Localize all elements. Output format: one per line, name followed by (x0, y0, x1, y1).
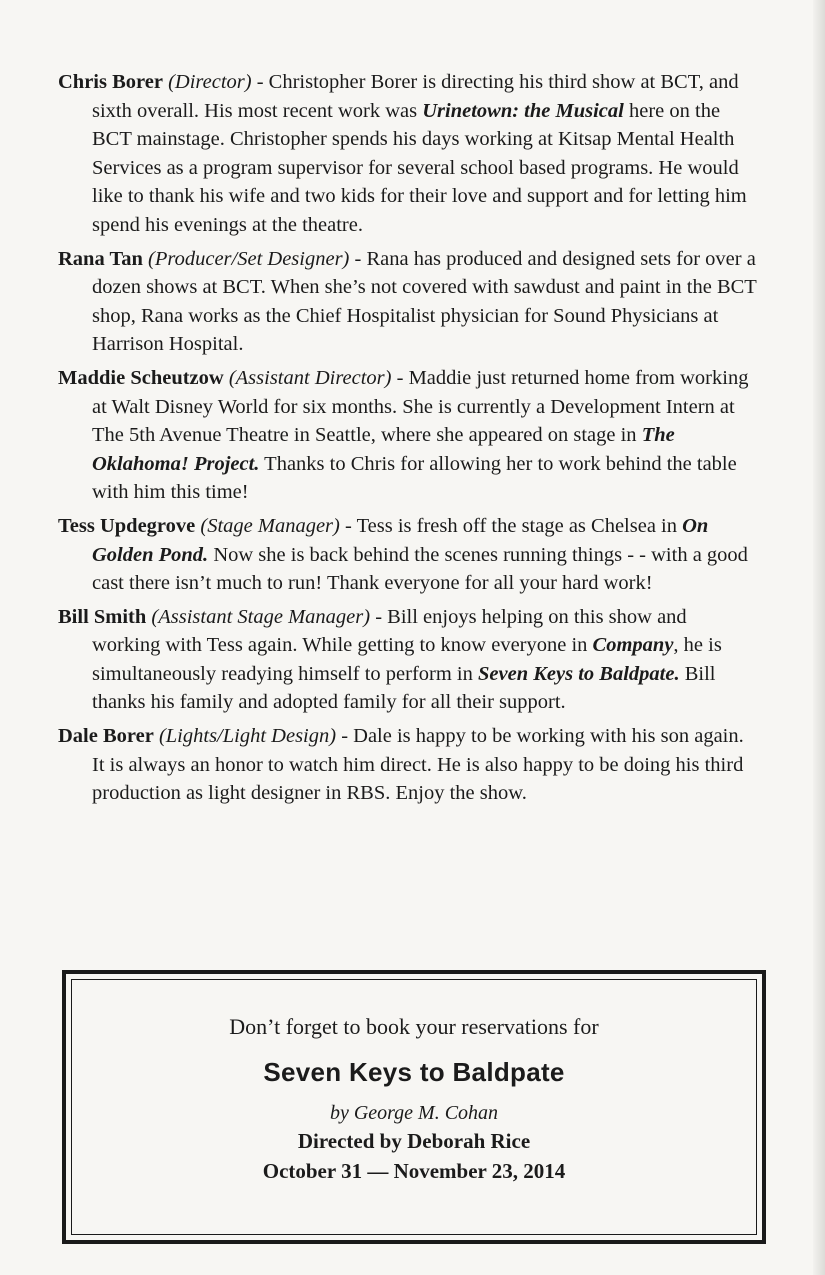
bio-role: (Assistant Stage Manager) (151, 605, 371, 628)
reservation-promo-box (62, 970, 766, 1244)
bio-name: Chris Borer (58, 71, 163, 93)
bio-text: here on the BCT mainstage. Christopher spends his days working at Kitsap Mental Health Services as a program supervisor for several school based programs. He would like to thank his wife and two kids for their love and support and for letting him spend his evenings at the theatre. (92, 99, 747, 236)
promo-intro: Don’t forget to book your reservations for (229, 1014, 599, 1039)
bio-rana-tan (58, 245, 760, 359)
bio-name: Maddie Scheutzow (58, 366, 224, 389)
bio-text: Bill thanks his family and adopted family for all their support. (92, 662, 716, 714)
bio-role: (Assistant Director) (228, 366, 392, 389)
promo-director: Directed by Deborah Rice (297, 1129, 531, 1153)
bio-role: (Producer/Set Designer) (148, 247, 350, 270)
bio-bill-smith (58, 603, 760, 717)
bio-work-title: The Oklahoma! Project. (92, 424, 675, 475)
bio-role: (Stage Manager) (200, 514, 340, 537)
bio-work-title: Seven Keys to Baldpate. (478, 662, 680, 685)
bio-text: - Tess is fresh off the stage as Chelsea in (339, 514, 683, 537)
staff-bios (58, 68, 760, 813)
bio-name: Bill Smith (58, 605, 147, 628)
bio-chris-borer (58, 68, 760, 240)
bio-maddie-scheutzow (58, 364, 760, 507)
bio-text: , he is simultaneously readying himself to perform in (92, 634, 722, 685)
bio-role: (Lights/Light Design) (158, 725, 337, 748)
bio-dale-borer (58, 722, 760, 808)
bio-text: - Dale is happy to be working with his son again. It is always an honor to watch him direct. He is also happy to be doing his third production as light designer in RBS. Enjoy the show. (92, 725, 744, 805)
bio-text: - Maddie just returned home from working at Walt Disney World for six months. She is currently a Development Intern at The 5th Avenue Theatre in Seattle, where she appeared on stage in (92, 366, 749, 447)
bio-tess-updegrove (58, 512, 760, 598)
promo-show-title: Seven Keys to Baldpate (263, 1057, 565, 1087)
bio-work-title: Urinetown: the Musical (422, 99, 624, 122)
promo-inner-frame (71, 979, 757, 1235)
bio-role: (Director) (168, 71, 252, 93)
bio-text: - Christopher Borer is directing his third show at BCT, and sixth overall. His most recent work was (92, 71, 739, 122)
bio-work-title: On Golden Pond. (92, 514, 709, 566)
bio-text: - Bill enjoys helping on this show and working with Tess again. While getting to know everyone in (92, 605, 687, 657)
bio-name: Tess Updegrove (58, 514, 196, 537)
bio-work-title: Company (592, 634, 674, 657)
page-edge-shadow (813, 0, 825, 1275)
promo-author: by George M. Cohan (329, 1102, 499, 1124)
bio-text: Now she is back behind the scenes running things - - with a good cast there isn’t much to run! Thank everyone for all your hard work! (92, 543, 748, 595)
promo-dates: October 31 — November 23, 2014 (262, 1159, 566, 1183)
bio-text: Thanks to Chris for allowing her to work behind the table with him this time! (92, 452, 737, 504)
bio-name: Rana Tan (58, 247, 143, 270)
bio-text: - Rana has produced and designed sets for over a dozen shows at BCT. When she’s not covered with sawdust and paint in the BCT shop, Rana works as the Chief Hospitalist physician for Sound Physicians at Harrison Hospital. (92, 247, 757, 356)
bio-name: Dale Borer (58, 725, 154, 748)
